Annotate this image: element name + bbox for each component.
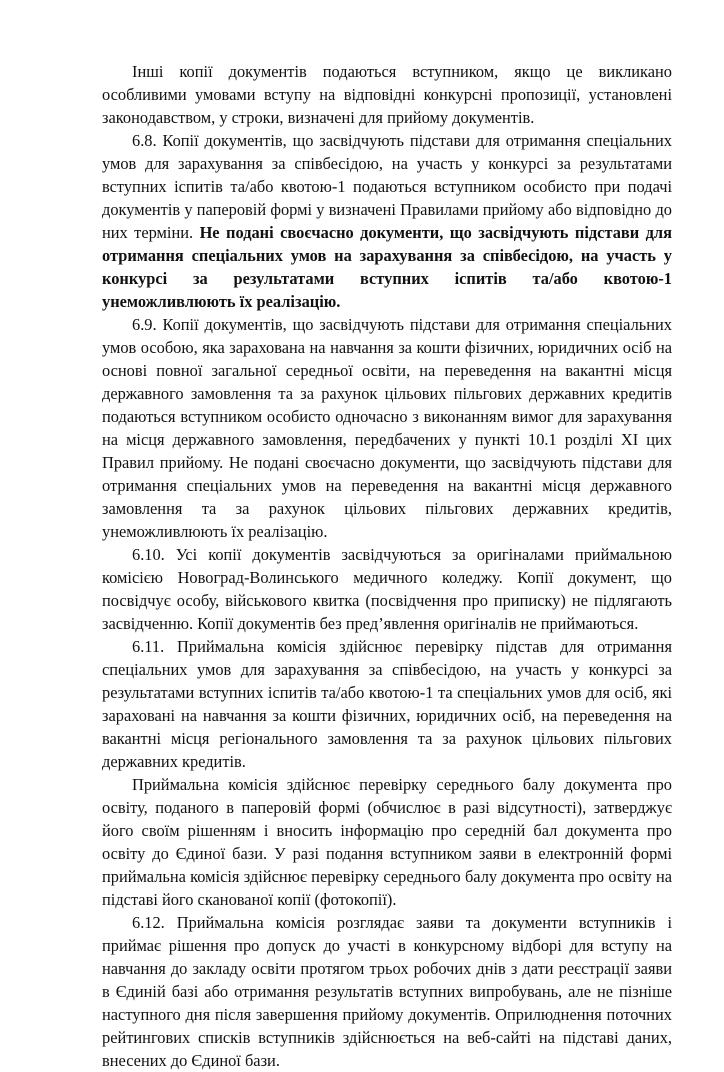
paragraph-text: 6.10. Усі копії документів засвідчуються за оригіналами приймальною комісією Новоград-Волинського медичного коледжу. Копії документ, що посвідчує особу, військового квитка (посвідчення про приписку) не підлягають засвідченню. Копії документів без пред’явлення оригіналів не приймаються. [102, 545, 672, 633]
paragraph-average-score [102, 773, 672, 911]
paragraph-6-10 [102, 543, 672, 635]
paragraph-text: Приймальна комісія здійснює перевірку середнього балу документа про освіту, поданого в паперовій формі (обчислює в разі відсутності), затверджує його своїм рішенням і вносить інформацію про середній бал документа про освіту до Єдиної бази. У разі подання вступником заяви в електронній формі приймальна комісія здійснює перевірку середнього балу документа про освіту на підставі його сканованої копії (фотокопії). [102, 775, 672, 909]
paragraph-other-copies [102, 60, 672, 129]
paragraph-6-11 [102, 635, 672, 773]
paragraph-6-12 [102, 911, 672, 1072]
paragraph-text: 6.12. Приймальна комісія розглядає заяви та документи вступників і приймає рішення про допуск до участі в конкурсному відборі для вступу на навчання до закладу освіти протягом трьох робочих днів з дати реєстрації заяви в Єдиній базі або отримання результатів вступних випробувань, але не пізніше наступного дня після завершення прийому документів. Оприлюднення поточних рейтингових списків вступників здійснюється на веб-сайті на підставі даних, внесених до Єдиної бази. [102, 913, 672, 1070]
paragraph-6-8 [102, 129, 672, 313]
paragraph-text: 6.9. Копії документів, що засвідчують підстави для отримання спеціальних умов особою, яка зарахована на навчання за кошти фізичних, юридичних осіб на основі повної загальної середньої освіти, на переведення на вакантні місця державного замовлення та за рахунок цільових пільгових державних кредитів подаються вступником особисто одночасно з виконанням вимог для зарахування на місця державного замовлення, передбачених у пункті 10.1 розділі ХІ цих Правил прийому. Не подані своєчасно документи, що засвідчують підстави для отримання спеціальних умов на переведення на вакантні місця державного замовлення та за рахунок цільових пільгових державних кредитів, унеможливлюють їх реалізацію. [102, 315, 672, 541]
paragraph-text: 6.11. Приймальна комісія здійснює перевірку підстав для отримання спеціальних умов для зарахування за співбесідою, на участь у конкурсі за результатами вступних іспитів та/або квотою-1 та спеціальних умов для осіб, які зараховані на навчання за кошти фізичних, юридичних осіб, на переведення на вакантні місця регіонального замовлення та за рахунок цільових пільгових державних кредитів. [102, 637, 672, 771]
document-page [102, 60, 672, 1072]
paragraph-text: 6.8. Копії документів, що засвідчують підстави для отримання спеціальних умов для зарахування за співбесідою, на участь у конкурсі за результатами вступних іспитів та/або квотою-1 подаються вступником особисто при подачі документів у паперовій формі у визначені Правилами прийому або відповідно до них терміни. [102, 131, 672, 242]
paragraph-6-9 [102, 313, 672, 543]
paragraph-bold-text: Не подані своєчасно документи, що засвідчують підстави для отримання спеціальних умов на зарахування за співбесідою, на участь у конкурсі за результатами вступних іспитів та/або квотою-1 унеможливлюють їх реалізацію. [102, 223, 672, 311]
paragraph-text: Інші копії документів подаються вступником, якщо це викликано особливими умовами вступу на відповідні конкурсні пропозиції, установлені законодавством, у строки, визначені для прийому документів. [102, 62, 672, 127]
